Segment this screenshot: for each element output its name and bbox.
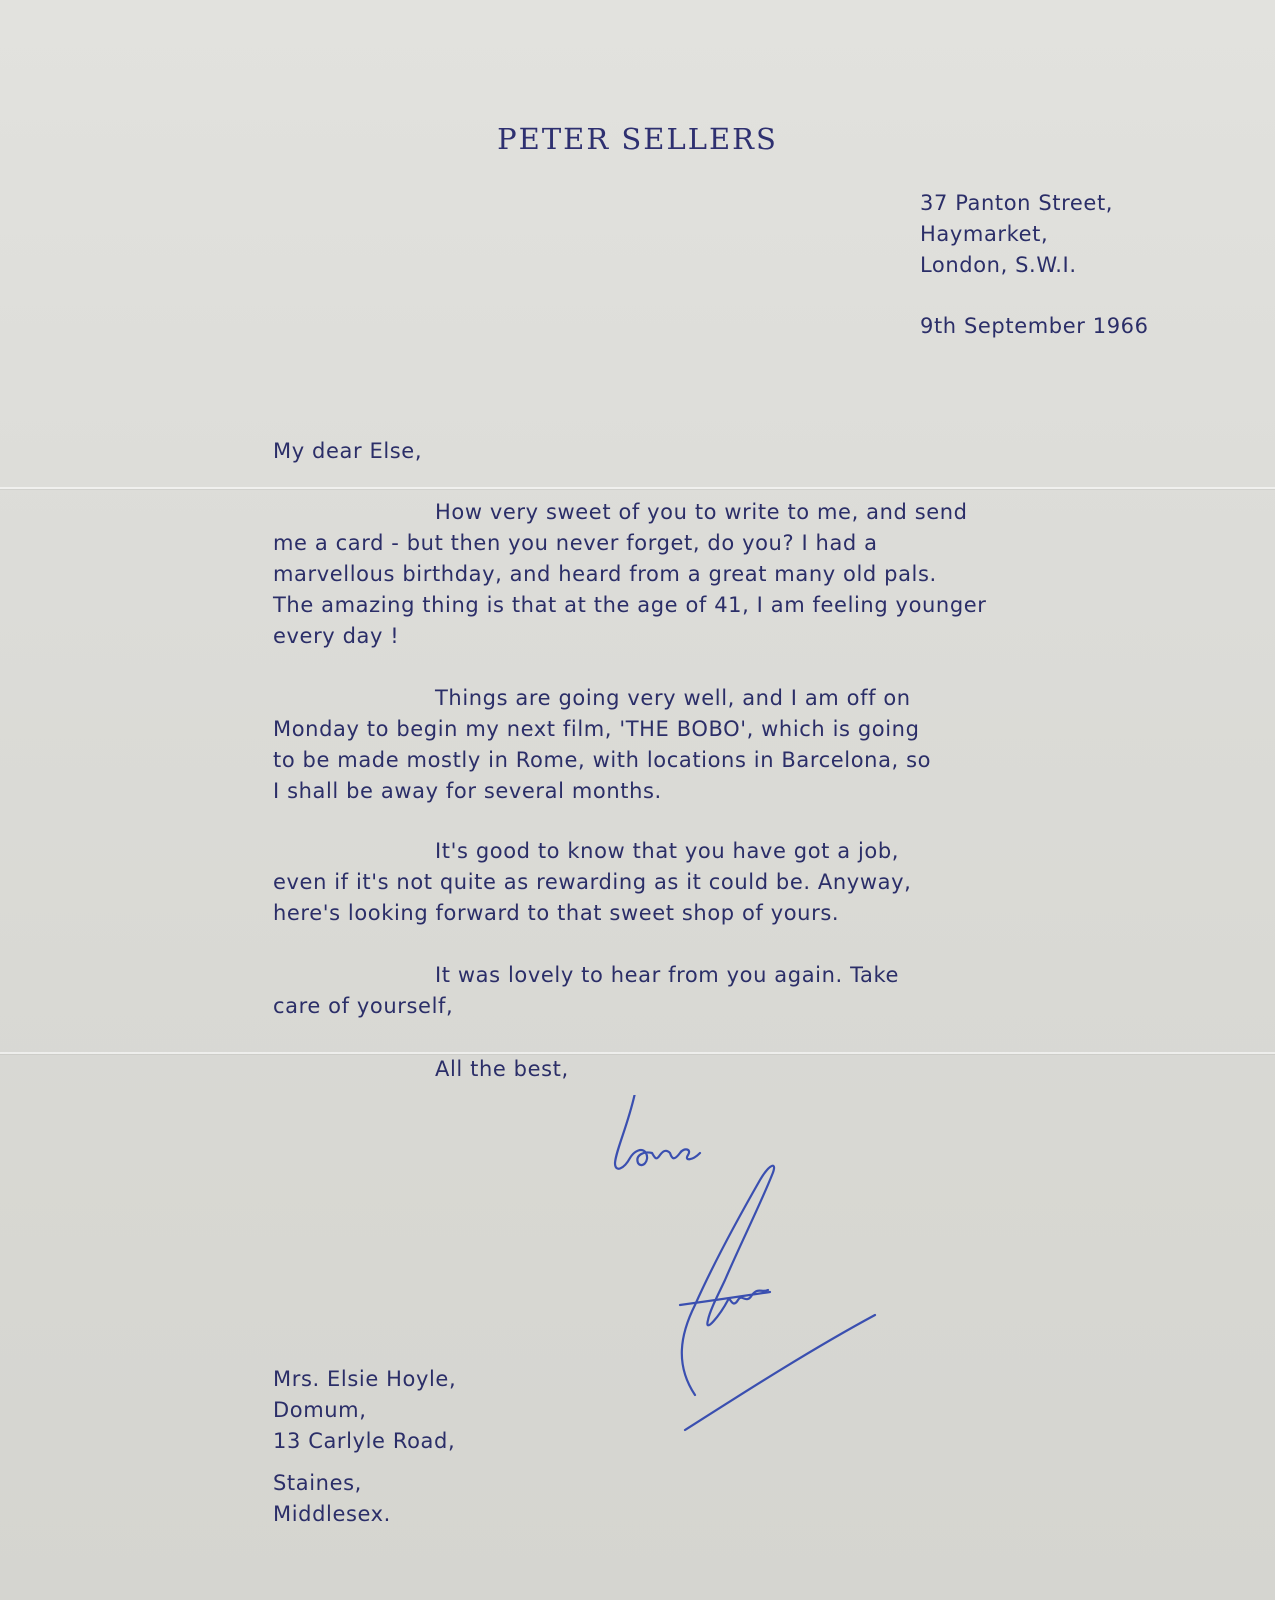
paragraph-2 (273, 683, 1033, 807)
paragraph-4 (273, 960, 1033, 1022)
handwritten-signature (600, 1095, 900, 1435)
recipient-address-line: Middlesex. (273, 1502, 391, 1526)
paragraph-line: to be made mostly in Rome, with locations in Barcelona, so (273, 748, 932, 772)
paragraph-line: marvellous birthday, and heard from a great many old pals. (273, 562, 937, 586)
paragraph-line: me a card - but then you never forget, do you? I had a (273, 531, 878, 555)
signature-cross-stroke (680, 1292, 770, 1305)
closing (273, 1054, 1033, 1085)
paragraph-line: care of yourself, (273, 994, 454, 1018)
paragraph-line: Things are going very well, and I am off on (435, 686, 911, 710)
signature-love-stroke (615, 1095, 700, 1169)
paragraph-line: It was lovely to hear from you again. Take (435, 963, 900, 987)
signature-strokes (615, 1095, 875, 1430)
recipient-address-line: Mrs. Elsie Hoyle, (273, 1367, 457, 1391)
signature-underline-stroke (685, 1315, 875, 1430)
recipient-address (273, 1364, 456, 1530)
letterhead: PETER SELLERS (497, 122, 778, 156)
paragraph-line: I shall be away for several months. (273, 779, 662, 803)
recipient-address-line: Domum, (273, 1398, 367, 1422)
closing-line: All the best, (435, 1057, 569, 1081)
paragraph-line: even if it's not quite as rewarding as it could be. Anyway, (273, 870, 912, 894)
paragraph-line: It's good to know that you have got a job, (435, 839, 900, 863)
paragraph-line: Monday to begin my next film, 'THE BOBO', which is going (273, 717, 920, 741)
sender-address (920, 188, 1113, 281)
salutation: My dear Else, (273, 439, 423, 463)
paragraph-1 (273, 497, 1033, 652)
sender-address-line: Haymarket, (920, 222, 1049, 246)
signature-peter-stroke (682, 1166, 774, 1395)
sender-address-line: 37 Panton Street, (920, 191, 1114, 215)
paragraph-line: every day ! (273, 624, 400, 648)
letter-date: 9th September 1966 (920, 314, 1149, 338)
recipient-address-line: Staines, (273, 1471, 362, 1495)
sender-address-line: London, S.W.I. (920, 253, 1077, 277)
paragraph-line: here's looking forward to that sweet shop of yours. (273, 901, 840, 925)
recipient-address-line: 13 Carlyle Road, (273, 1429, 456, 1453)
paper-fold-line (0, 487, 1275, 489)
paragraph-line: How very sweet of you to write to me, and send (435, 500, 968, 524)
paragraph-3 (273, 836, 1033, 929)
paragraph-line: The amazing thing is that at the age of 41, I am feeling younger (273, 593, 987, 617)
